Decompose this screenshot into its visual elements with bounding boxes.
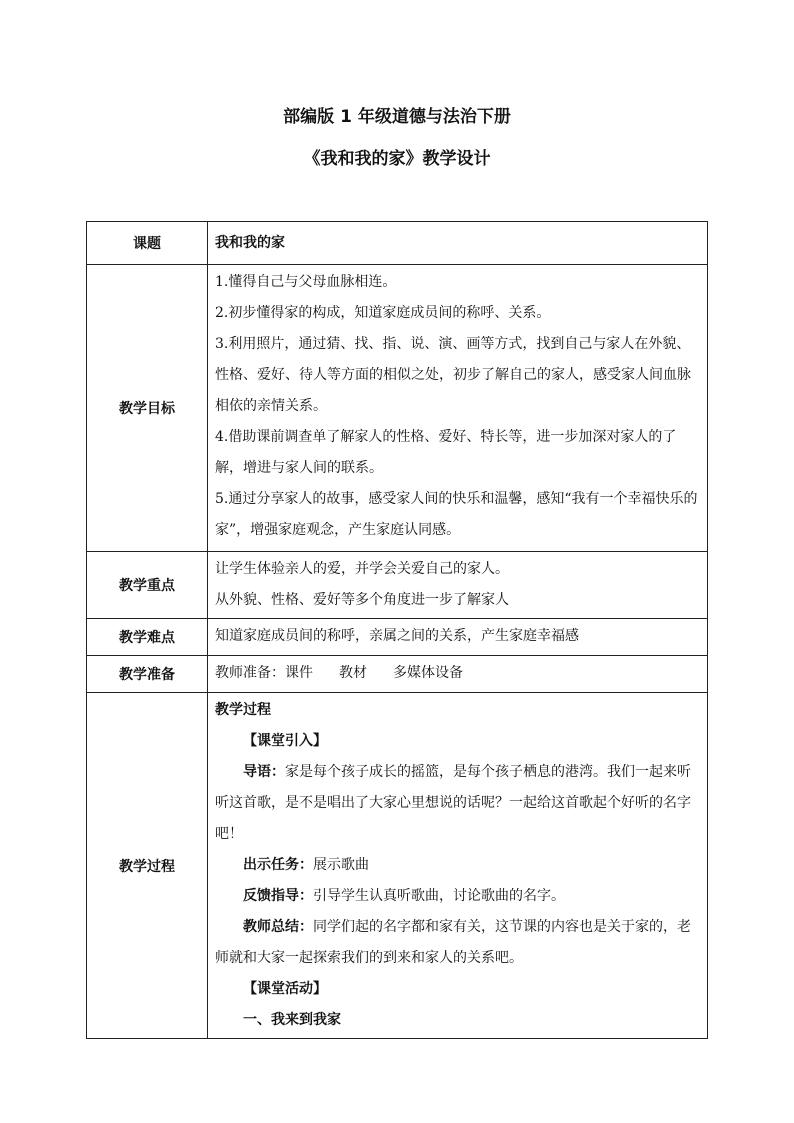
label-topic: 课题: [87, 222, 208, 265]
key-point-item: 让学生体验亲人的爱，并学会关爱自己的家人。: [215, 561, 509, 577]
label-goals: 教学目标: [87, 265, 208, 552]
value-preparation: [208, 656, 708, 693]
row-goals: [87, 265, 708, 552]
row-process: [87, 693, 708, 1039]
value-process: [208, 693, 708, 1039]
label-difficulties: 教学难点: [87, 619, 208, 656]
document-title: 部编版 1 年级道德与法治下册: [283, 107, 511, 127]
prep-item: 多媒体设备: [393, 665, 463, 681]
goal-item: 4.借助课前调查单了解家人的性格、爱好、特长等，进一步加深对家人的了解，增进与家人间的联系。: [215, 429, 677, 476]
row-preparation: [87, 656, 708, 693]
section-intro: 【课堂引入】: [243, 733, 327, 749]
difficulty-text: 知道家庭成员间的称呼，亲属之间的关系，产生家庭幸福感: [215, 628, 579, 644]
section-activity: 【课堂活动】: [243, 981, 327, 997]
guide-text: 家是每个孩子成长的摇篮，是每个孩子栖息的港湾。我们一起来听听这首歌，是不是唱出了大家心里想说的话呢？一起给这首歌起个好听的名字吧！: [215, 764, 691, 842]
topic-text: 我和我的家: [215, 234, 285, 251]
feedback-label: 反馈指导：: [243, 888, 313, 904]
value-key-points: [208, 552, 708, 619]
document-subtitle: 《我和我的家》教学设计: [303, 149, 491, 169]
value-goals: [208, 265, 708, 552]
value-difficulties: [208, 619, 708, 656]
lesson-plan-table: [86, 221, 708, 1039]
key-point-item: 从外貌、性格、爱好等多个角度进一步了解家人: [215, 592, 509, 608]
summary-text: 同学们起的名字都和家有关，这节课的内容也是关于家的，老师就和大家一起探索我们的到来和家人的关系吧。: [215, 919, 691, 966]
value-topic: [208, 222, 708, 265]
row-key-points: [87, 552, 708, 619]
task-paragraph: [215, 850, 701, 881]
goal-item: 5.通过分享家人的故事，感受家人间的快乐和温馨，感知“我有一个幸福快乐的家”，增强家庭观念，产生家庭认同感。: [215, 491, 698, 538]
prep-lead: 教师准备：课件: [215, 665, 313, 681]
guide-label: 导语：: [243, 764, 285, 780]
guide-paragraph: [215, 757, 701, 850]
goal-item: 2.初步懂得家的构成，知道家庭成员间的称呼、关系。: [215, 305, 551, 321]
task-label: 出示任务：: [243, 857, 313, 873]
label-preparation: 教学准备: [87, 656, 208, 693]
feedback-paragraph: [215, 881, 701, 912]
process-heading: 教学过程: [215, 702, 271, 718]
summary-label: 教师总结：: [243, 919, 313, 935]
row-difficulties: [87, 619, 708, 656]
label-process: 教学过程: [87, 693, 208, 1039]
summary-paragraph: [215, 912, 701, 974]
row-topic: [87, 222, 708, 265]
goal-item: 1.懂得自己与父母血脉相连。: [215, 274, 397, 290]
prep-item: 教材: [339, 665, 367, 681]
label-key-points: 教学重点: [87, 552, 208, 619]
feedback-text: 引导学生认真听歌曲，讨论歌曲的名字。: [313, 888, 565, 904]
goal-item: 3.利用照片，通过猜、找、指、说、演、画等方式，找到自己与家人在外貌、性格、爱好、待人等方面的相似之处，初步了解自己的家人，感受家人间血脉相依的亲情关系。: [215, 336, 691, 414]
subsection-title: 一、我来到我家: [243, 1012, 341, 1028]
task-text: 展示歌曲: [313, 857, 369, 873]
